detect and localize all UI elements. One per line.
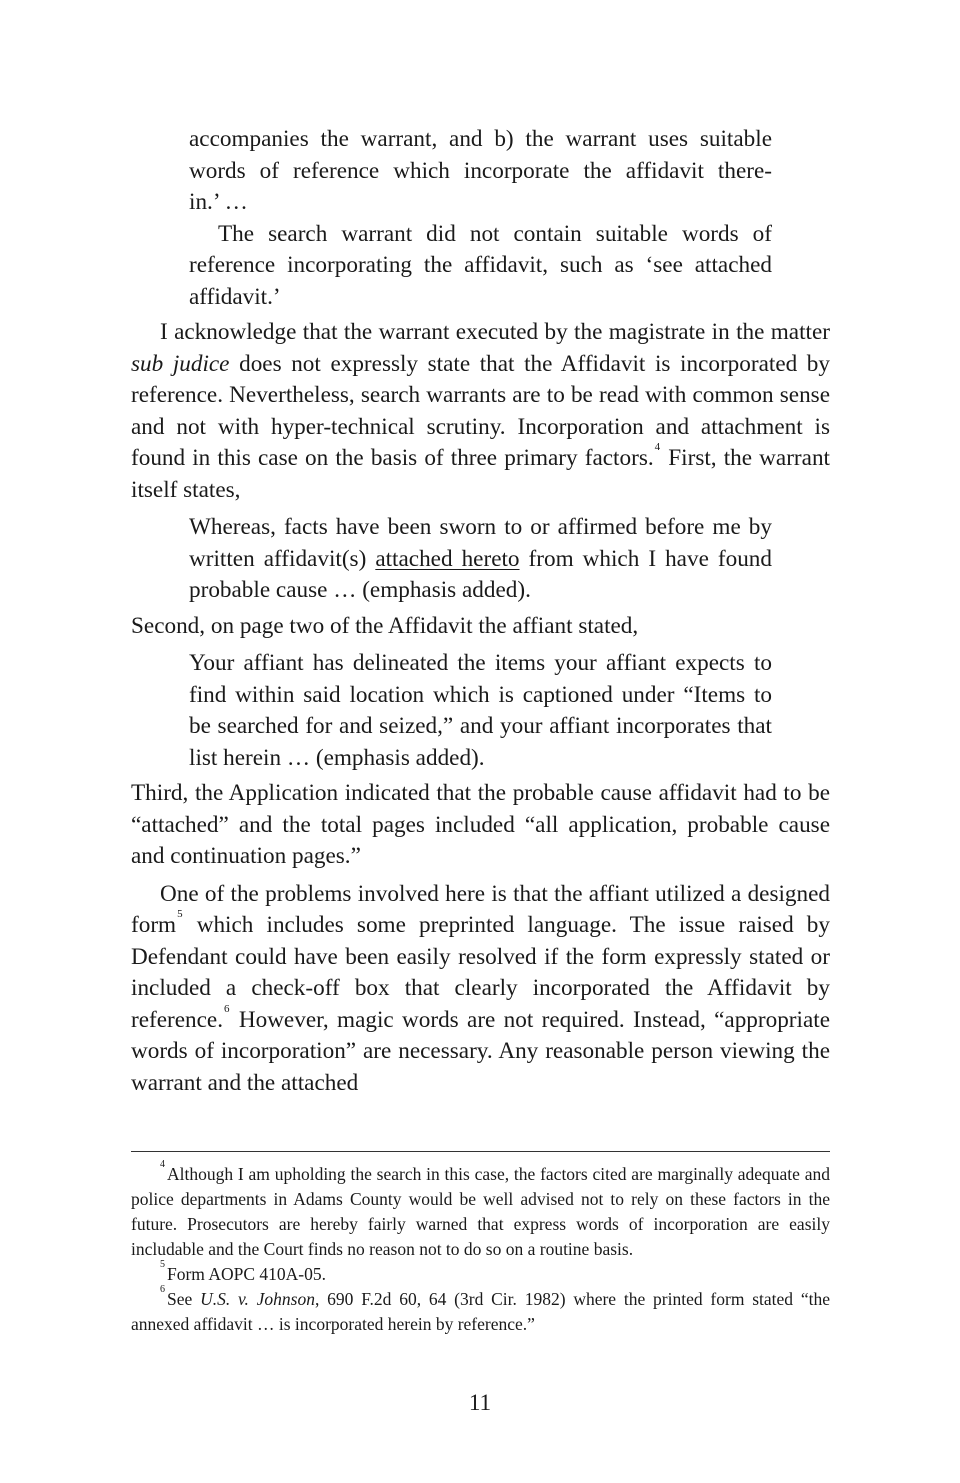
quote-line: in.’ …: [189, 189, 248, 215]
footnote-mark: 4: [160, 1159, 165, 1170]
block-quote-continuation: [189, 124, 772, 313]
footnote-ref-4[interactable]: 4: [654, 441, 661, 453]
footnote-6: $^6$ See U.S. v. Johnson, 690 F.2d 60, 64 (3rd Cir. 1982) where the printed form stated “the annexed affidavit … is incorporated herein by reference.”: [131, 1284, 830, 1334]
footnote-mark: 5: [160, 1259, 165, 1270]
block-quote-warrant: Whereas, facts have been sworn to or affirmed before me by written affidavit(s) attached hereto from which I have found probable cause … (emphasis added).: [189, 514, 772, 603]
footnote-5: $^5$ Form AOPC 410A-05.: [160, 1259, 326, 1284]
quote-line: words of reference which incorporate the affidavit there-: [189, 157, 772, 184]
italic-sub-judice: sub judice: [131, 350, 230, 377]
quote-line: accompanies the warrant, and b) the warrant uses suitable: [189, 126, 772, 152]
footnote-mark: 6: [160, 1284, 165, 1295]
paragraph-acknowledge: I acknowledge that the warrant executed by the magistrate in the matter sub judice does not expressly state that the Affidavit is incorporated by reference. Nevertheless, search warrants are to be read with common sense and not with hyper-technical scrutiny. Incorporation and attachment is found in this case on the basis of three primary factors.$^4$ First, the warrant itself states,: [131, 319, 830, 503]
footnote-ref-5[interactable]: 5: [177, 908, 183, 920]
footnotes: [131, 1159, 830, 1337]
footnote-ref-6[interactable]: 6: [224, 1002, 230, 1015]
page-number: 11: [468, 1390, 492, 1416]
block-quote-affidavit: Your affiant has delineated the items your affiant expects to find within said location which is captioned under “Items to be searched for and seized,” and your affiant incorporates that list herein … (emphasis added).: [189, 650, 772, 771]
underlined-attached-hereto: attached hereto: [375, 545, 520, 572]
footnote-4: $^4$ Although I am upholding the search in this case, the factors cited are marginally adequate and police departments in Adams County would be well advised not to rely on these factors in the future. Prosecutors are hereby fairly warned that express words of incorporation are easily includable and the Court finds no reason not to do so on a routine basis.: [131, 1159, 830, 1259]
paragraph-third: Third, the Application indicated that the probable cause affidavit had to be “attached” and the total pages included “all application, probable cause and continuation pages.”: [131, 780, 830, 869]
block-quote-paragraph: The search warrant did not contain suitable words of reference incorporating the affidavit, such as ‘see attached affidavit.’: [189, 220, 772, 310]
paragraph-second: Second, on page two of the Affidavit the affiant stated,: [131, 612, 639, 639]
footnote-divider: [131, 1151, 830, 1152]
body-text: [131, 124, 830, 1099]
paragraph-problems: One of the problems involved here is that the affiant utilized a designed form$^5$ which includes some preprinted language. The issue raised by Defendant could have been easily resolved if the form expressly stated or included a check-off box that clearly incorporated the Affidavit by reference.$^6$ However, magic words are not required. Instead, “appropriate words of incorporation” are necessary. Any reasonable person viewing the warrant and the attached: [131, 880, 830, 1096]
italic-case-name: U.S. v. Johnson: [200, 1289, 315, 1309]
